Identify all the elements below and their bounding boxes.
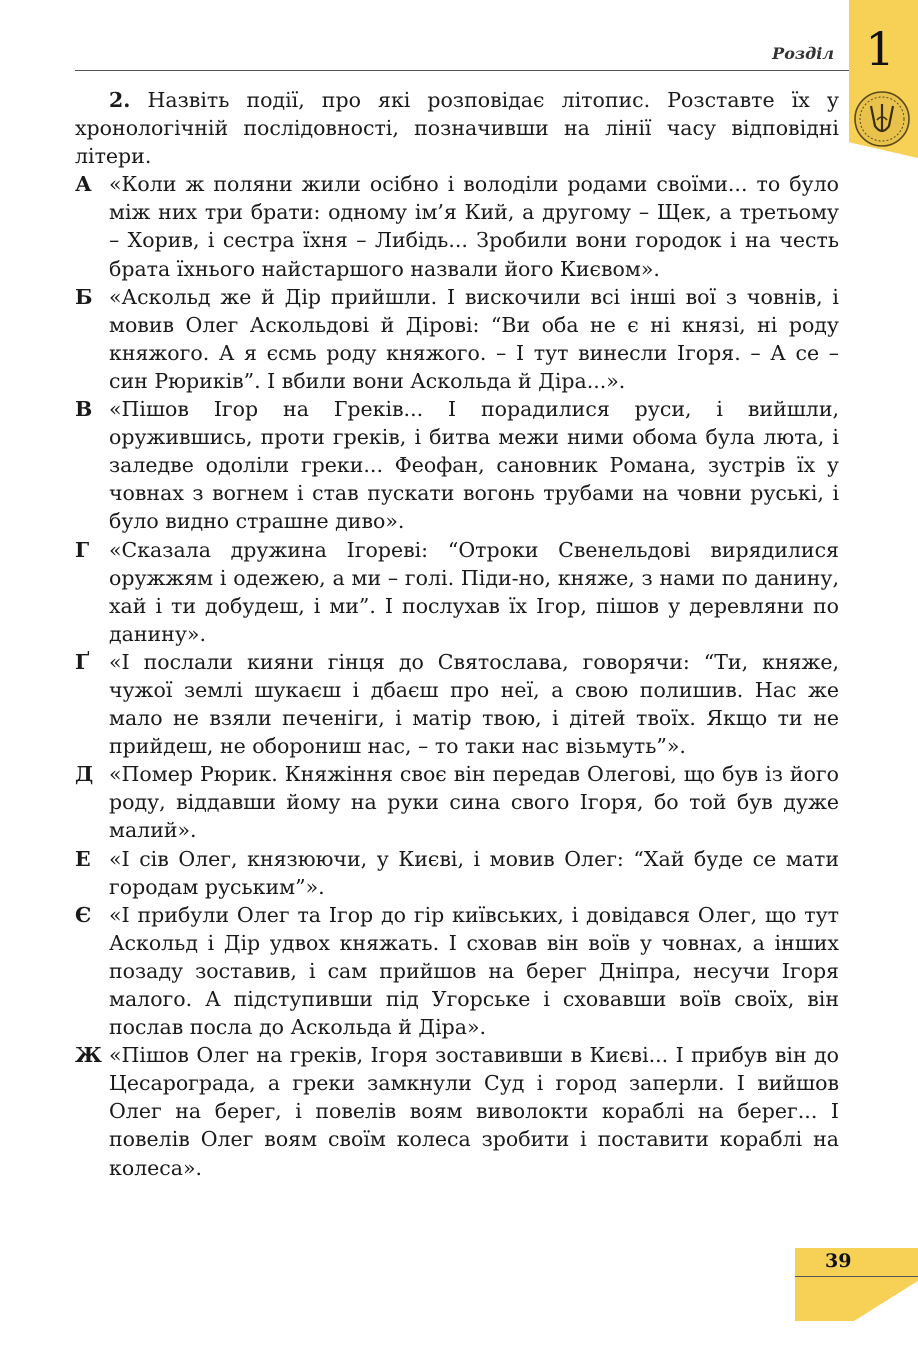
item-text: «Пішов Ігор на Греків... І порадилися руси, і вийшли, оружившись, проти греків, і битва межи ними обома була люта, і заледве одоліли греки... Феофан, сановник Романа, зустрів їх у човнах з вогнем і став пускати вогонь трубами на човни руські, і було видно страшне диво». [109,397,839,534]
list-item [75,170,839,282]
item-text: «І прибули Олег та Ігор до гір київських, і довідався Олег, що тут Аскольд і Дір удвох княжать. І сховав він воїв у човнах, а інших позаду зоставив, і сам прийшов на берег Дніпра, несучи Ігоря малого. А підступивши під Угорське і сховавши воїв своїх, він послав посла до Аскольда й Діра». [109,902,839,1040]
item-letter: В [75,397,93,422]
item-letter: Г [75,537,90,562]
list-item [75,1041,839,1181]
list-item [75,845,839,901]
item-letter: Е [75,846,91,871]
page-content [75,86,839,1182]
item-text: «Коли ж поляни жили осібно і володіли родами своїми... то було між них три брати: одному ім’я Кий, а другому – Щек, а третьому – Хорив, і сестра їхня – Либідь... Зробили вони городок і на честь брата їхнього найстаршого назвали його Києвом». [109,172,839,281]
item-text: «Сказала дружина Ігореві: “Отроки Свенельдові вирядилися оружжям і одежею, а ми – голі. Піди-но, княже, з нами по данину, хай і ти добудеш, і ми”. І послухав їх Ігор, пішов у деревляни по данину». [109,537,839,646]
page-number: 39 [825,1250,852,1272]
header-divider [75,70,849,71]
item-text: «І сів Олег, князюючи, у Києві, і мовив Олег: “Хай буде се мати городам руським”». [109,846,839,899]
item-text: «Помер Рюрик. Княжіння своє він передав Олегові, що був із його роду, віддавши йому на руки сина свого Ігоря, бо той був дуже малий». [109,762,839,843]
list-item [75,283,839,395]
item-text: «Пішов Олег на греків, Ігоря зоставивши в Києві... І прибув він до Цесарограда, а греки замкнули Суд і город заперли. І вийшов Олег на берег, і повелів воям виволокти кораблі на берег... І повелів Олег воям своїм колеса зробити і поставити кораблі на колеса». [109,1043,839,1180]
item-letter: Д [75,762,94,787]
trident-coin-icon [853,90,911,148]
footer-divider [795,1276,918,1277]
task-number: 2. [109,88,131,112]
task-statement [75,86,839,170]
item-text: «І послали кияни гінця до Святослава, говорячи: “Ти, княже, чужої землі шукаєш і дбаєш про неї, а свою полишив. Нас же мало не взяли печеніги, і матір твою, і дітей твоїх. Якщо ти не прийдеш, не оборониш нас, – то таки нас візьмуть”». [109,649,839,759]
item-letter: Є [75,902,92,927]
item-letter: А [75,172,92,197]
section-label: Розділ [772,44,834,63]
item-text: «Аскольд же й Дір прийшли. І вискочили всі інші вої з човнів, і мовив Олег Аскольдові й Дірові: “Ви оба не є ні князі, ні роду княжого. А я єсмь роду княжого. – І тут винесли Ігоря. – А се – син Рюриків”. І вбили вони Аскольда й Діра...». [109,284,839,393]
list-item [75,648,839,760]
list-item [75,760,839,844]
list-item [75,395,839,535]
item-letter: Б [75,284,93,309]
list-item [75,536,839,648]
page-number-tab [795,1248,918,1321]
item-letter: Ґ [75,649,90,674]
item-letter: Ж [75,1043,102,1068]
section-number: 1 [865,22,895,76]
task-text: Назвіть події, про які розповідає літопис. Розставте їх у хронологічній послідовності, позначивши на лінії часу відповідні літери. [75,88,839,169]
list-item [75,901,839,1041]
